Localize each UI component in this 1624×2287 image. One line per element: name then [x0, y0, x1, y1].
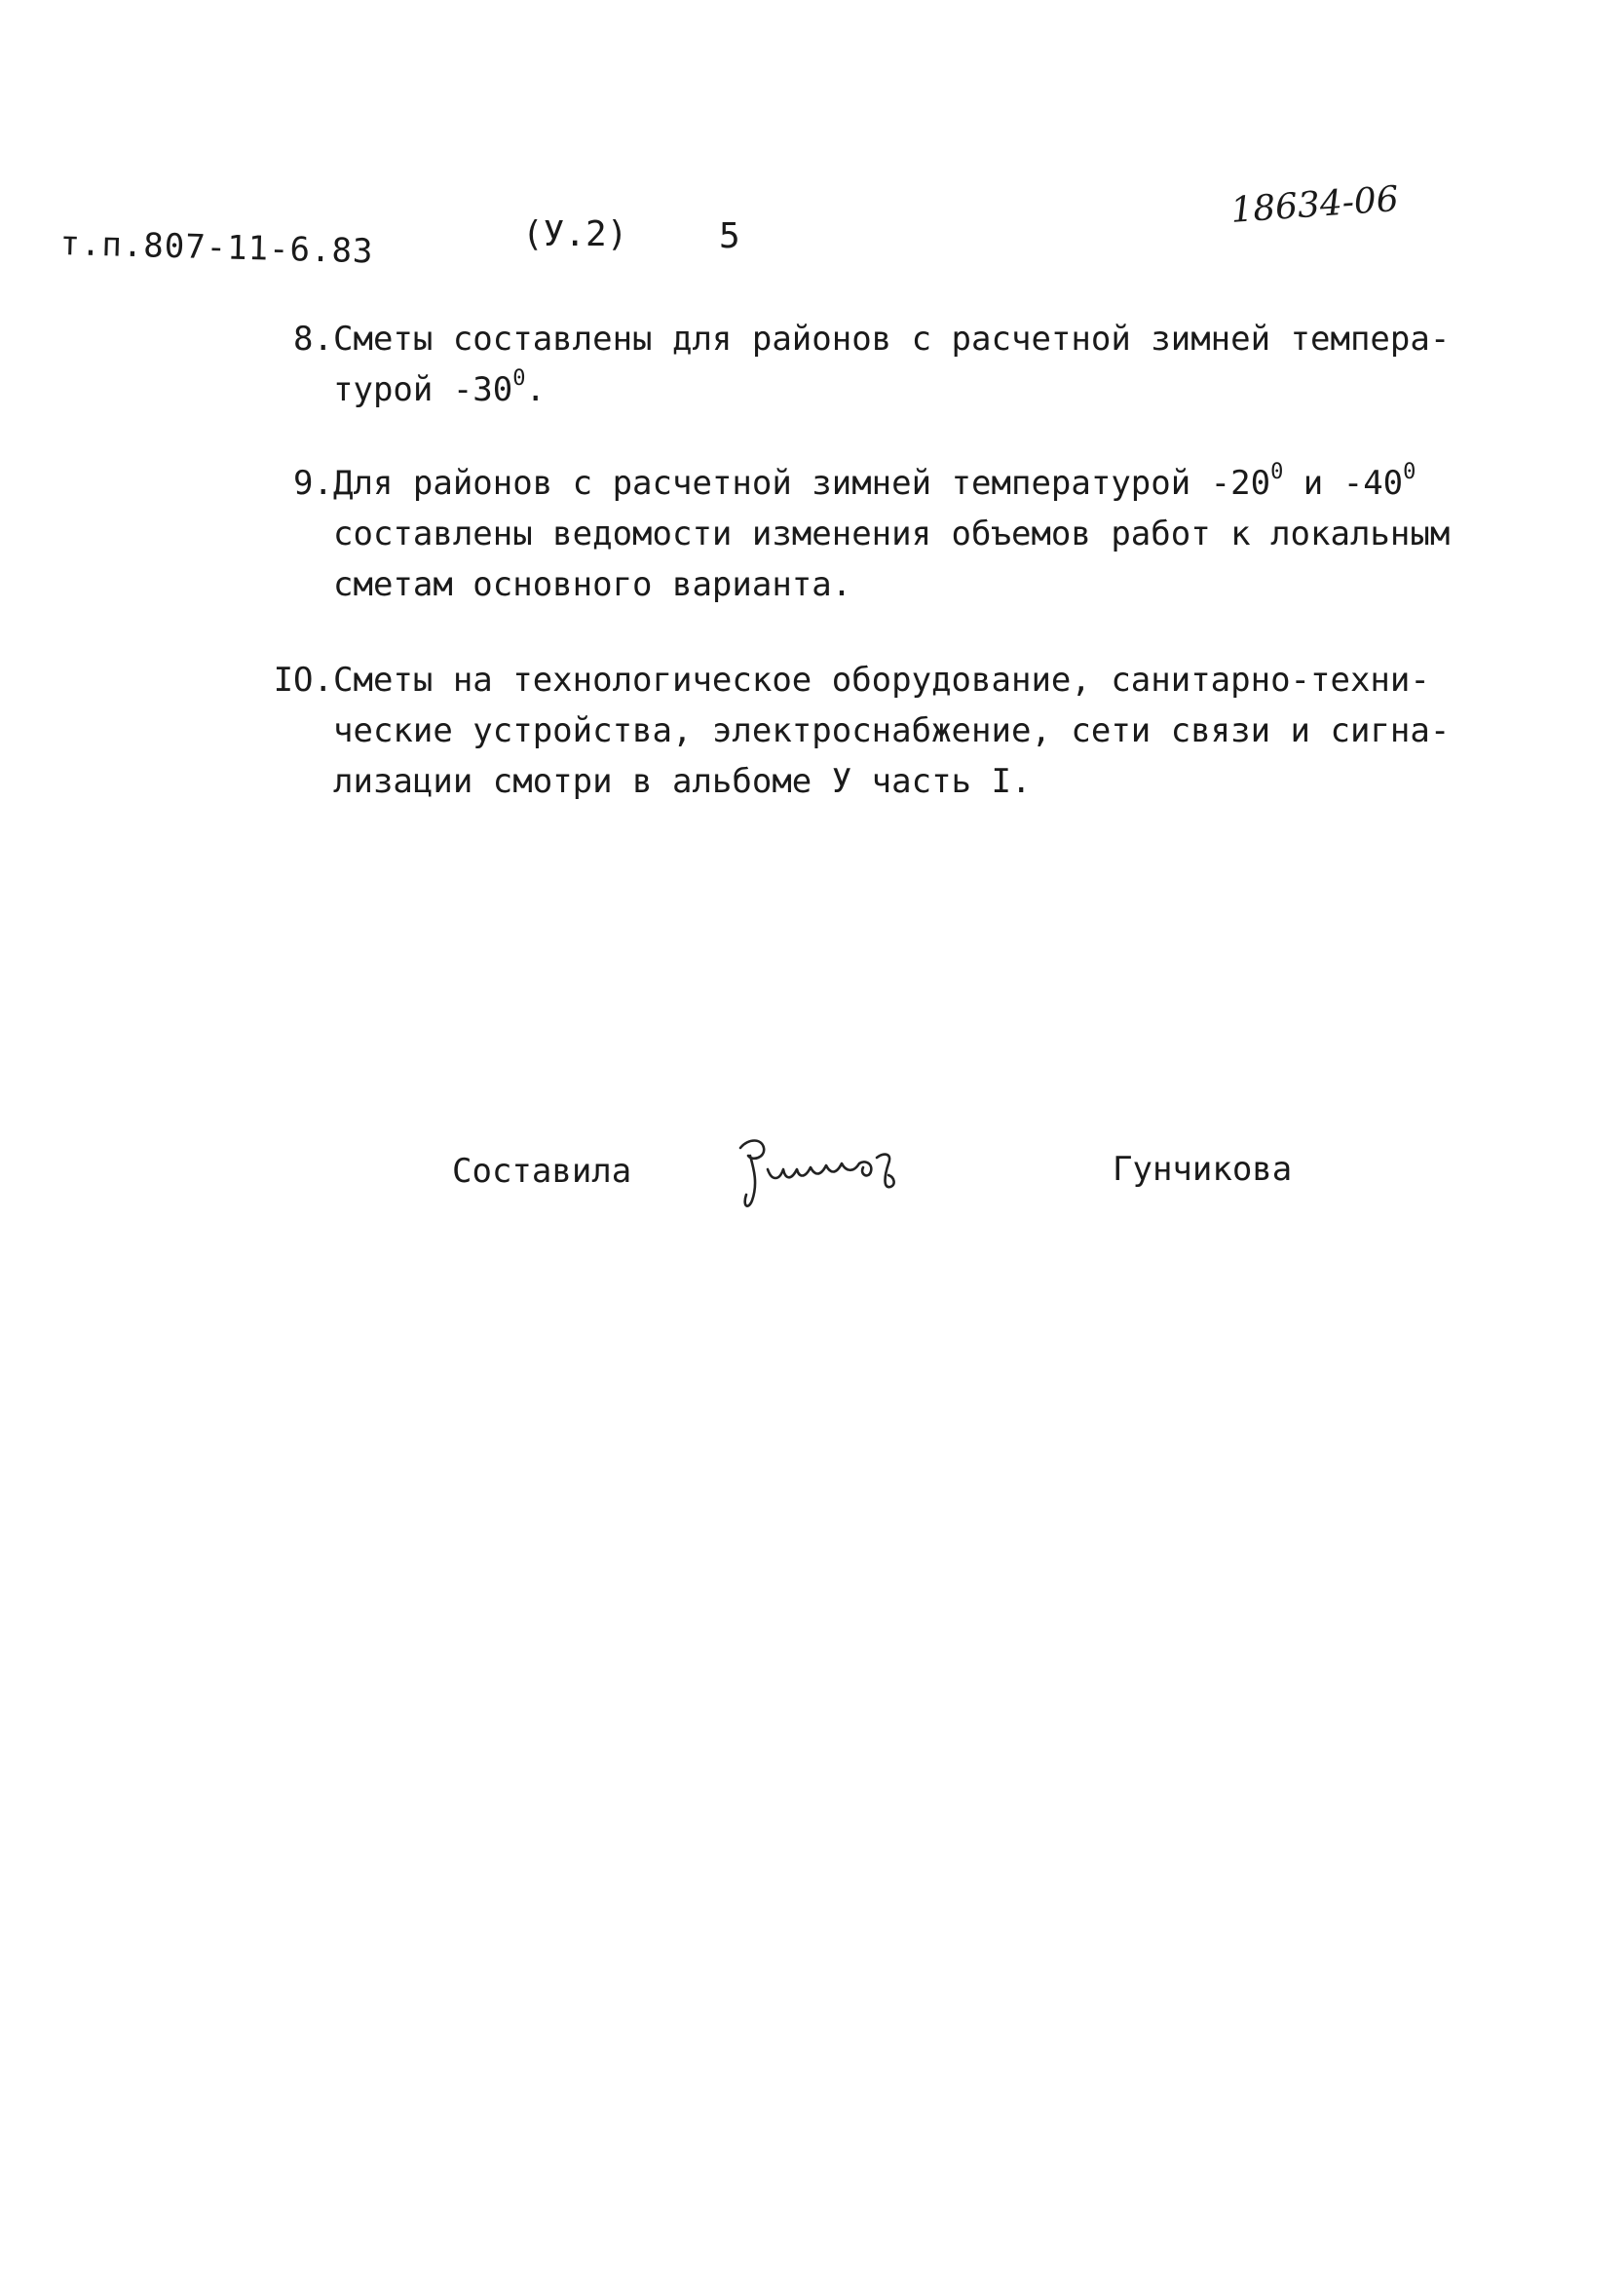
note-line: составлены ведомости изменения объемов работ к локальным — [333, 515, 1451, 553]
document-number: 18634-06 — [1229, 178, 1400, 231]
note-text — [333, 655, 1502, 807]
note-text — [333, 314, 1502, 415]
note-line: Сметы составлены для районов с расчетной зимней темпера- — [333, 320, 1451, 359]
note-line: ческие устройства, электроснабжение, сети связи и сигна- — [333, 711, 1451, 750]
note-line-text: Для районов с расчетной зимней температурой -20 — [333, 464, 1271, 503]
note-line-text: турой -30 — [333, 370, 513, 409]
note-line — [333, 458, 1502, 509]
degree-sign: 0 — [1403, 459, 1416, 484]
note-text — [333, 458, 1502, 610]
degree-sign: 0 — [512, 365, 526, 391]
note-line-end: . — [525, 370, 546, 409]
document-code: т.п.807-11-6.83 — [58, 224, 374, 272]
note-line — [333, 364, 1502, 415]
note-number: 8. — [293, 320, 333, 359]
note-line-text: и -40 — [1283, 464, 1404, 503]
handwritten-signature — [729, 1130, 943, 1218]
degree-sign: 0 — [1270, 459, 1284, 484]
note-line: лизации смотри в альбоме У часть I. — [333, 762, 1032, 801]
album-reference: (У.2) — [522, 214, 628, 254]
note-number: IO. — [273, 661, 333, 700]
note-line: сметам основного варианта. — [333, 565, 852, 604]
note-line: Сметы на технологическое оборудование, санитарно-техни- — [333, 661, 1430, 700]
page-number: 5 — [719, 216, 740, 256]
signer-name: Гунчикова — [1113, 1150, 1293, 1189]
signature-label: Составила — [452, 1152, 632, 1191]
note-number: 9. — [293, 464, 333, 503]
